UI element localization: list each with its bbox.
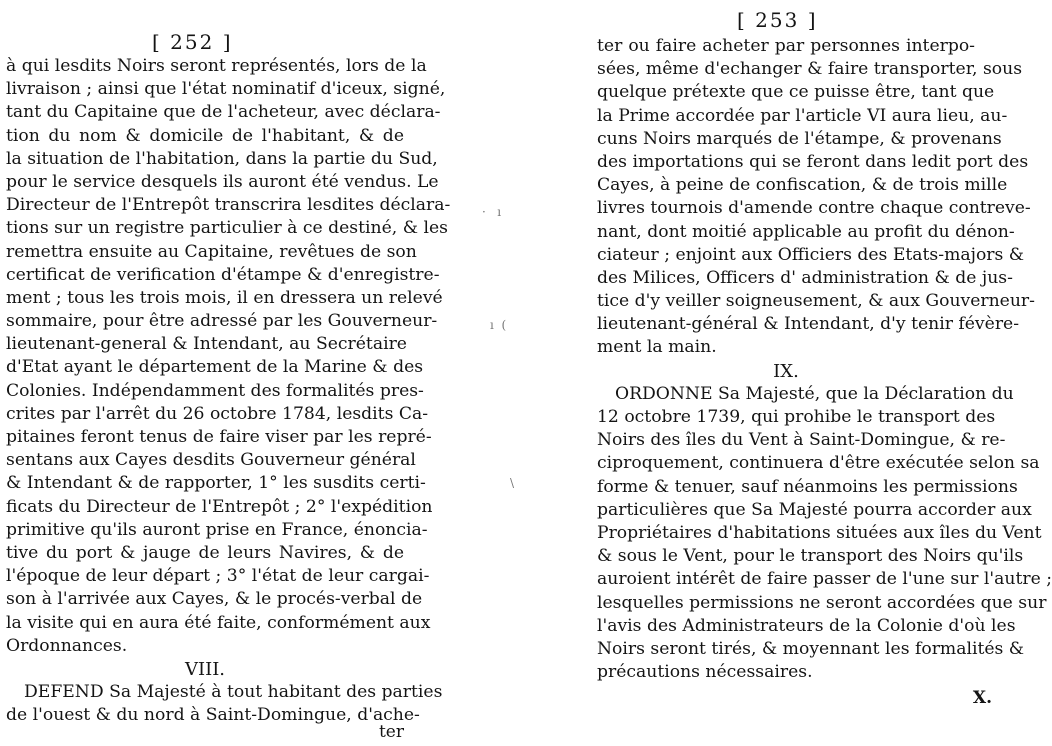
text-line: Noirs des îles du Vent à Saint-Domingue, & re- [597,430,1006,451]
right-page [585,0,1052,746]
text-line: & sous le Vent, pour le transport des Noirs qu'ils [597,546,1024,567]
text-line: forme & tenuer, sauf néanmoins les permissions [597,476,1018,497]
article-heading: IX. [773,360,799,382]
catchword: X. [972,688,992,708]
text-line: remettra ensuite au Capitaine, revêtues de son [6,241,417,262]
text-line: Noirs seront tirés, & moyennant les formalités & [597,638,1025,659]
text-line: tive du port & jauge de leurs Navires, & de [6,542,404,563]
text-line: Propriétaires d'habitations situées aux îles du Vent [597,522,1042,543]
left-page-number: [ 252 ] [152,30,233,54]
right-page-number: [ 253 ] [737,8,818,32]
text-line: précautions nécessaires. [597,662,813,683]
text-line: ciateur ; enjoint aux Officiers des Etats-majors & [597,244,1025,265]
text-line: tice d'y veiller soigneusement, & aux Gouverneur- [597,291,1035,312]
text-line: & Intendant & de rapporter, 1° les susdits certi- [6,473,426,494]
text-line: des Milices, Officers d' administration & de jus- [597,267,1013,288]
text-line: ciproquement, continuera d'être exécutée selon sa [597,453,1040,474]
text-line: ORDONNE Sa Majesté, que la Déclaration du [615,383,1014,404]
text-line: Directeur de l'Entrepôt transcrira lesdites déclara- [6,195,451,216]
text-line: Colonies. Indépendamment des formalités pres- [6,380,424,401]
text-line: quelque prétexte que ce puisse être, tant que [597,82,995,103]
text-line: des importations qui se feront dans ledit port des [597,151,1029,172]
text-line: nant, dont moitié applicable au profit du dénon- [597,221,1015,242]
text-line: cuns Noirs marqués de l'étampe, & provenans [597,128,1002,149]
text-line: lieutenant-général & Intendant, d'y tenir févère- [597,314,1020,335]
text-line: ter ou faire acheter par personnes interpo- [597,36,975,56]
text-line: primitive qu'ils auront prise en France, énoncia- [6,519,428,540]
text-line: sées, même d'echanger & faire transporter, sous [597,59,1023,80]
text-line: la visite qui en aura été faite, conformément aux [6,612,431,633]
text-line: à qui lesdits Noirs seront représentés, lors de la [6,56,427,76]
text-line: d'Etat ayant le département de la Marine & des [6,357,424,378]
text-line: tions sur un registre particulier à ce destiné, & les [6,218,448,239]
text-line: certificat de verification d'étampe & d'enregistre- [6,264,440,285]
text-line: sommaire, pour être adressé par les Gouverneur- [6,311,438,332]
text-line: sentans aux Cayes desdits Gouverneur général [6,450,416,471]
text-line: livraison ; ainsi que l'état nominatif d'iceux, signé, [6,79,446,100]
text-line: la Prime accordée par l'article VI aura lieu, au- [597,105,1008,126]
text-line: son à l'arrivée aux Cayes, & le procés-verbal de [6,589,423,610]
right-page-text [597,35,1052,684]
text-line: pitaines feront tenus de faire viser par les repré- [6,427,432,447]
text-line: lesquelles permissions ne seront accordées que sur [597,592,1047,613]
text-line: Cayes, à peine de confiscation, & de trois mille [597,175,1008,196]
article-heading: VIII. [184,658,226,680]
text-line: l'avis des Administrateurs de la Colonie d'où les [597,615,1016,636]
text-line: particulières que Sa Majesté pourra accorder aux [597,499,1032,520]
text-line: l'époque de leur départ ; 3° l'état de leur cargai- [6,566,430,587]
text-line: 12 octobre 1739, qui prohibe le transport des [597,407,996,427]
text-line: DEFEND Sa Majesté à tout habitant des parties [24,682,443,703]
text-line: ficats du Directeur de l'Entrepôt ; 2° l'expédition [6,496,433,517]
left-page-text [6,55,451,727]
text-line: la situation de l'habitation, dans la partie du Sud, [6,148,438,169]
text-line: crites par l'arrêt du 26 octobre 1784, lesdits Ca- [6,403,429,424]
catchword: ter [378,722,404,742]
text-line: ment la main. [597,337,717,358]
left-page [0,0,451,746]
book-gutter: · ı ı ( \ [482,205,515,490]
text-line: tant du Capitaine que de l'acheteur, avec déclara- [6,102,441,123]
text-line: pour le service desquels ils auront été vendus. Le [6,171,439,192]
text-line: lieutenant-general & Intendant, au Secrétaire [6,334,407,355]
text-line: auroient intérêt de faire passer de l'une sur l'autre ; [597,569,1052,590]
text-line: de l'ouest & du nord à Saint-Domingue, d'ache- [6,705,420,726]
text-line: ment ; tous les trois mois, il en dressera un relevé [6,287,443,308]
text-line: tion du nom & domicile de l'habitant, & de [6,125,404,146]
text-line: Ordonnances. [6,635,128,656]
text-line: livres tournois d'amende contre chaque contreve- [597,198,1031,219]
